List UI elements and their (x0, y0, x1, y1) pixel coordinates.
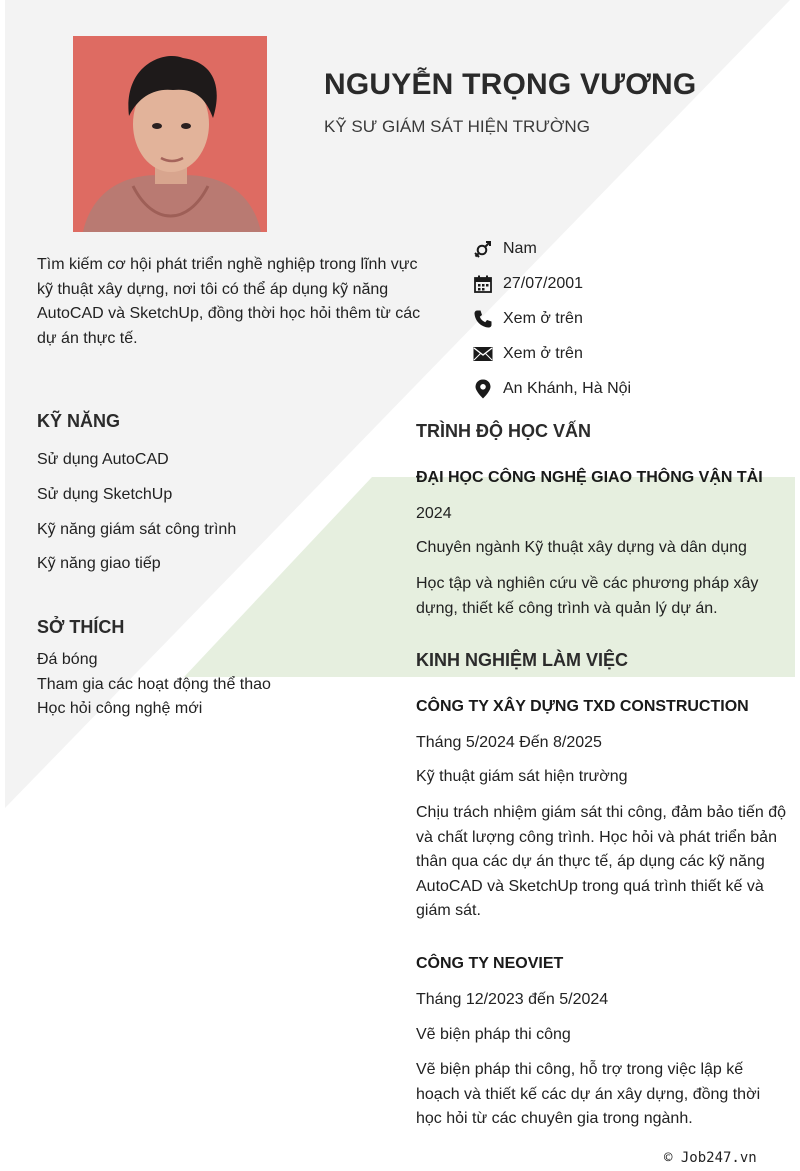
phone-icon (472, 308, 493, 329)
contact-gender (472, 232, 772, 267)
mail-icon (472, 343, 493, 364)
job-description: Chịu trách nhiệm giám sát thi công, đảm bảo tiến độ và chất lượng công trình. Học hỏi và phát triển bản thân qua các dự án thực tế, áp dụng các kỹ năng AutoCAD và SketchUp trong quá trình thiết kế và giám sát. (416, 804, 786, 920)
skills-title: KỸ NĂNG (37, 411, 121, 431)
experience-title: KINH NGHIỆM LÀM VIỆC (416, 650, 629, 670)
email-text: Xem ở trên (503, 344, 583, 362)
contact-info (472, 232, 772, 406)
job-period: Tháng 12/2023 đến 5/2024 (416, 991, 609, 1008)
avatar (73, 36, 267, 232)
skill-item: Kỹ năng giám sát công trình (37, 520, 237, 538)
contact-birthday (472, 267, 772, 302)
job-description: Vẽ biện pháp thi công, hỗ trợ trong việc lập kế hoạch và thiết kế các dự án xây dựng, đồng thời học hỏi từ các chuyên gia trong ngành. (416, 1061, 761, 1128)
birthday-text: 27/07/2001 (503, 275, 584, 293)
hobbies-title: SỞ THÍCH (37, 617, 125, 637)
education-description: Học tập và nghiên cứu về các phương pháp xây dựng, thiết kế công trình và quản lý dự án. (416, 575, 759, 617)
location-pin-icon (472, 378, 493, 399)
gender-icon (472, 239, 493, 260)
education-school: ĐẠI HỌC CÔNG NGHỆ GIAO THÔNG VẬN TẢI (416, 469, 763, 486)
skill-item: Sử dụng AutoCAD (37, 451, 169, 468)
job-position: Vẽ biện pháp thi công (416, 1026, 571, 1043)
skill-item: Sử dụng SketchUp (37, 485, 173, 503)
job-company: CÔNG TY XÂY DỰNG TXD CONSTRUCTION (416, 698, 749, 715)
contact-phone (472, 302, 772, 337)
candidate-job-title: KỸ SƯ GIÁM SÁT HIỆN TRƯỜNG (324, 117, 590, 136)
candidate-name: NGUYỄN TRỌNG VƯƠNG (324, 68, 697, 101)
education-title: TRÌNH ĐỘ HỌC VẤN (416, 421, 591, 441)
gender-text: Nam (503, 240, 537, 258)
job-period: Tháng 5/2024 Đến 8/2025 (416, 734, 602, 751)
hobby-item: Đá bóng (37, 651, 98, 668)
calendar-icon (472, 274, 493, 295)
job-company: CÔNG TY NEOVIET (416, 955, 564, 972)
skill-item: Kỹ năng giao tiếp (37, 555, 161, 573)
contact-address (472, 371, 772, 406)
hobby-item: Tham gia các hoạt động thể thao (37, 675, 271, 693)
education-major: Chuyên ngành Kỹ thuật xây dựng và dân dụng (416, 539, 747, 556)
education-year: 2024 (416, 505, 452, 522)
footer-copyright: © Job247.vn (664, 1150, 757, 1166)
profile-photo (73, 36, 267, 232)
skills-list (37, 451, 397, 590)
career-objective: Tìm kiếm cơ hội phát triển nghề nghiệp trong lĩnh vực kỹ thuật xây dựng, nơi tôi có thể áp dụng kỹ năng AutoCAD và SketchUp, đồng thời học hỏi thêm từ các dự án thực tế. (37, 256, 421, 347)
hobby-item: Học hỏi công nghệ mới (37, 700, 203, 718)
hobbies-list (37, 651, 397, 725)
job-position: Kỹ thuật giám sát hiện trường (416, 768, 628, 785)
contact-email (472, 336, 772, 371)
phone-text: Xem ở trên (503, 309, 583, 327)
address-text: An Khánh, Hà Nội (503, 379, 632, 397)
